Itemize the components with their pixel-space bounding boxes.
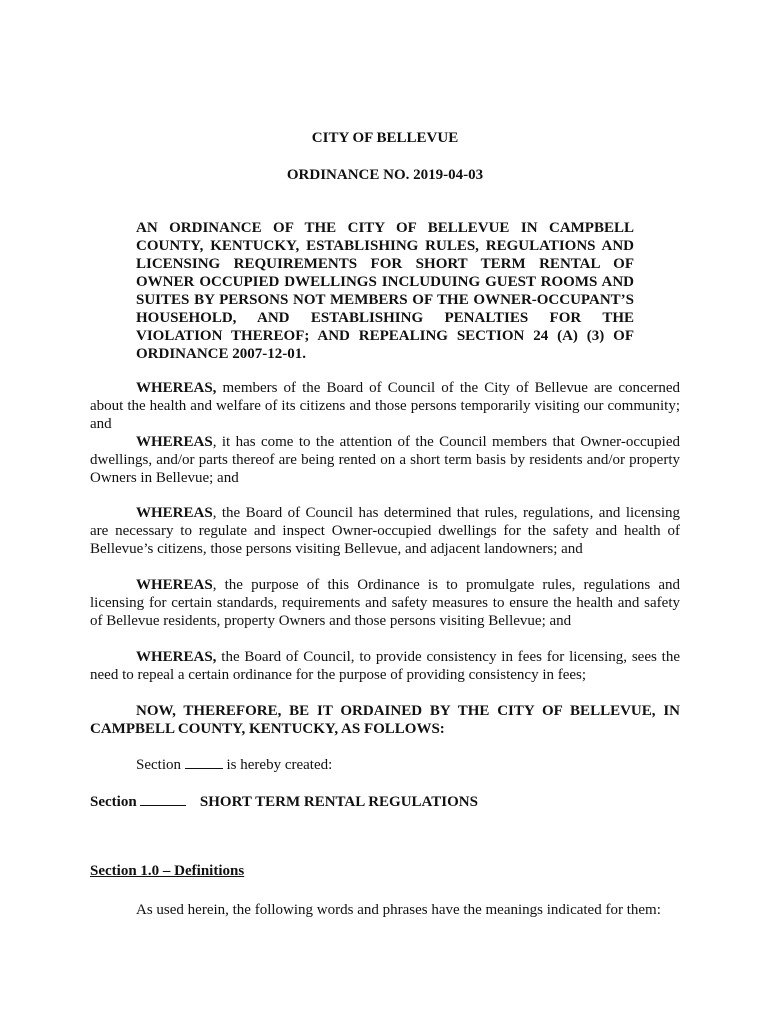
whereas-text: , the Board of Council has determined that rules, regulations, and licensing are necessary to regulate and inspect Owner-occupied dwellings for the safety and health of Bellevue’s citizens, those persons visiting Bellevue, and adjacent landowners; and	[90, 505, 680, 557]
section-created-prefix: Section	[136, 757, 181, 773]
definitions-heading-text: Section 1.0 – Definitions	[90, 863, 245, 879]
whereas-paragraph-4	[90, 576, 680, 630]
section-heading-prefix: Section	[90, 794, 137, 810]
whereas-lead: WHEREAS	[136, 577, 213, 593]
whereas-text: , it has come to the attention of the Council members that Owner-occupied dwellings, and/or parts thereof are being rented on a short term basis by residents and/or property Owners in Bellevue; and	[90, 434, 680, 486]
ordinance-number: ORDINANCE NO. 2019-04-03	[286, 167, 484, 183]
whereas-lead: WHEREAS	[136, 505, 213, 521]
definitions-intro: As used herein, the following words and phrases have the meanings indicated for them:	[136, 902, 661, 918]
whereas-paragraph-2	[90, 433, 680, 487]
whereas-lead: WHEREAS,	[136, 649, 217, 665]
definitions-heading	[90, 862, 690, 880]
whereas-text: members of the Board of Council of the City of Bellevue are concerned about the health and welfare of its citizens and those persons temporarily visiting our community; and	[90, 380, 680, 432]
whereas-lead: WHEREAS,	[136, 380, 217, 396]
section-heading-blank	[140, 791, 186, 806]
ordained-clause	[90, 702, 680, 738]
whereas-paragraph-3	[90, 504, 680, 558]
whereas-paragraph-1	[90, 379, 680, 433]
city-heading: CITY OF BELLEVUE	[311, 130, 459, 146]
section-created-suffix: is hereby created:	[226, 757, 333, 773]
ordinance-title: AN ORDINANCE OF THE CITY OF BELLEVUE IN CAMPBELL COUNTY, KENTUCKY, ESTABLISHING RULES, REGULATIONS AND LICENSING REQUIREMENTS FOR SHORT TERM RENTAL OF OWNER OCCUPIED DWELLINGS INCLUDUING GUEST ROOMS AND SUITES BY PERSONS NOT MEMBERS OF THE OWNER-OCCUPANT’S HOUSEHOLD, AND ESTABLISHING PENALTIES FOR THE VIOLATION THEREOF; AND REPEALING SECTION 24 (A) (3) OF ORDINANCE 2007-12-01.	[136, 220, 634, 362]
section-heading-title: SHORT TERM RENTAL REGULATIONS	[199, 794, 478, 810]
section-heading-line	[90, 791, 690, 811]
ordained-text: NOW, THEREFORE, BE IT ORDAINED BY THE CITY OF BELLEVUE, IN CAMPBELL COUNTY, KENTUCKY, AS FOLLOWS:	[90, 703, 680, 737]
section-created-line	[136, 754, 636, 774]
whereas-lead: WHEREAS	[136, 434, 213, 450]
whereas-text: the Board of Council, to provide consistency in fees for licensing, sees the need to repeal a certain ordinance for the purpose of providing consistency in fees;	[90, 649, 680, 683]
section-number-blank	[185, 754, 223, 769]
whereas-text: , the purpose of this Ordinance is to promulgate rules, regulations and licensing for certain standards, requirements and safety measures to ensure the health and safety of Bellevue residents, property Owners and those persons visiting Bellevue; and	[90, 577, 680, 629]
whereas-paragraph-5	[90, 648, 680, 684]
